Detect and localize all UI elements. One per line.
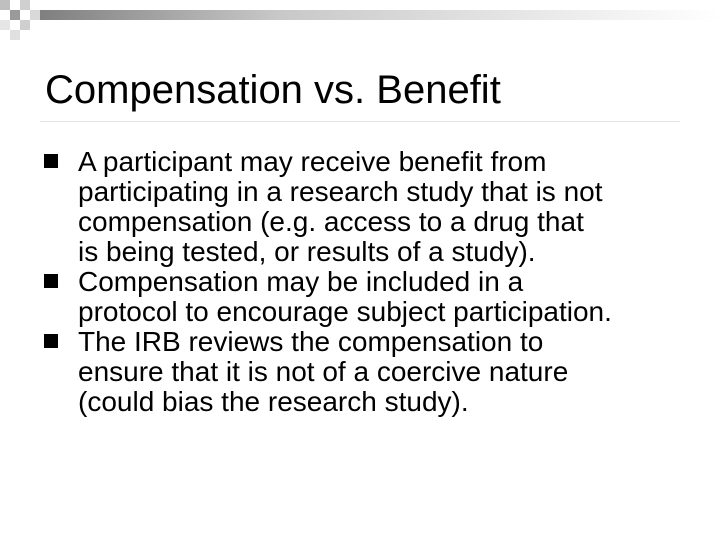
- square-bullet-icon: [44, 274, 58, 288]
- square-bullet-icon: [44, 334, 58, 348]
- square-bullet-icon: [44, 154, 58, 168]
- bullet-item: [40, 267, 700, 327]
- bullet-list: [40, 147, 700, 417]
- title-divider: [40, 121, 680, 122]
- bullet-text: The IRB reviews the compensation to ensure that it is not of a coercive nature (could bias the research study).: [78, 326, 569, 417]
- checkered-decoration-icon: [0, 0, 720, 40]
- slide-title: Compensation vs. Benefit: [45, 68, 501, 112]
- bullet-text: Compensation may be included in a protocol to encourage subject participation.: [78, 266, 612, 327]
- bullet-item: [40, 147, 700, 267]
- bullet-item: [40, 327, 700, 417]
- bullet-text: A participant may receive benefit from participating in a research study that is not compensation (e.g. access to a drug that is being tested, or results of a study).: [78, 146, 603, 267]
